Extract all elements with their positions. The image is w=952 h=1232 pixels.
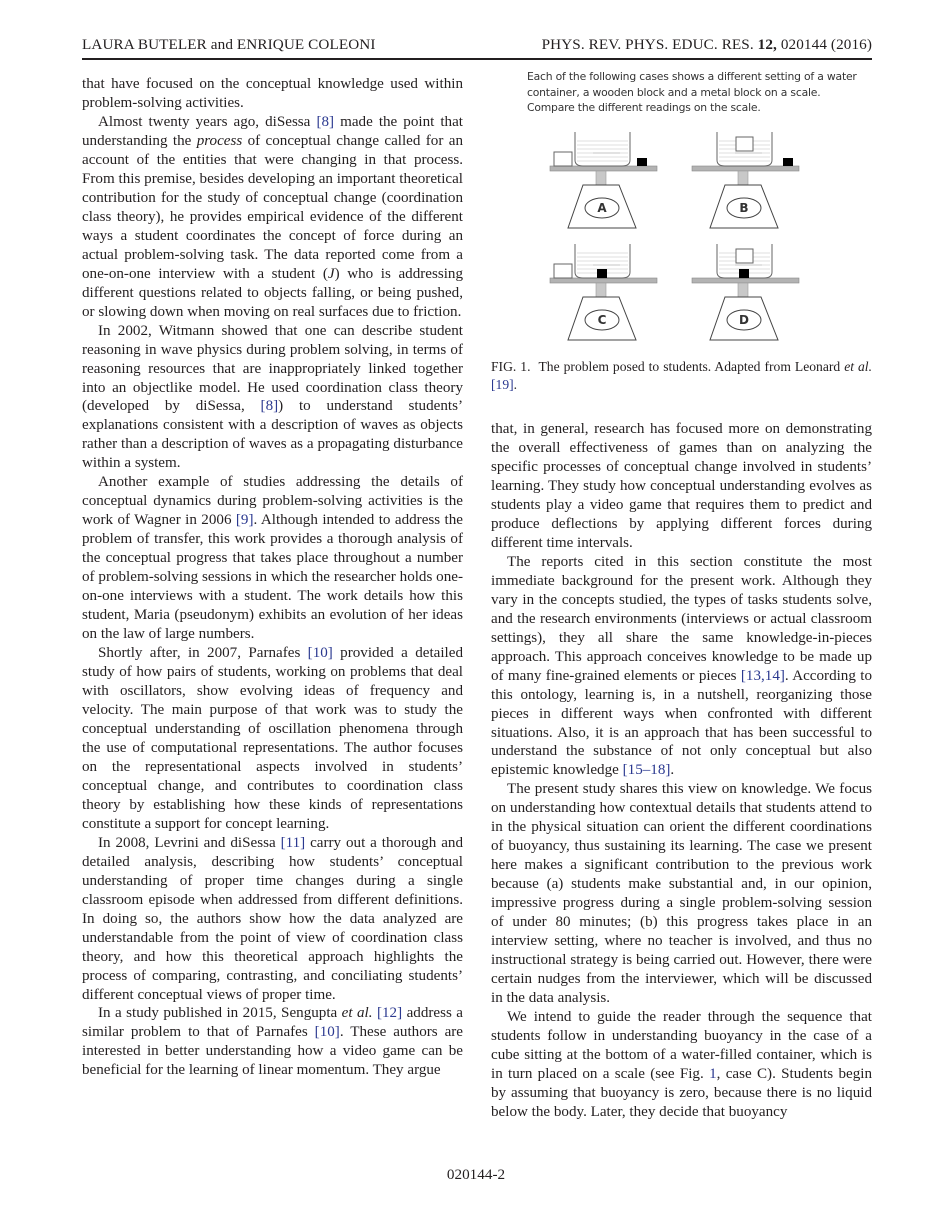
citation-link[interactable]: [12] [376,1005,403,1022]
citation-link[interactable]: [13,14] [740,667,785,684]
citation-link[interactable]: [8] [316,113,335,130]
wooden-block [554,264,572,278]
paragraph: that have focused on the conceptual knowledge used within problem-solving activities. [82,76,463,111]
wooden-block [554,152,572,166]
paragraph: In 2008, Levrini and diSessa [11] carry out a thorough and detailed analysis, describing how students’ conceptual understanding of proper time changes during a single classroom episode when addressed from different definitions. In doing so, the authors show how the data analyzed are understandable from the point of view of coordination class theory, and how this theoretical approach highlights the process of comparing, contrasting, and conciliating students’ different conceptual views of proper time. [82,834,463,1003]
metal-block [783,158,793,166]
figure-prompt: Each of the following cases shows a different setting of a water container, a wooden block and a metal block on a scale. Compare the different readings on the scale. [527,70,857,115]
paragraph: We intend to guide the reader through the sequence that students follow in understanding buoyancy in the case of a cube sitting at the bottom of a water-filled container, which is in turn placed on a scale (see Fig. 1, case C). Students begin by assuming that buoyancy is zero, because there is no liquid below the body. Later, they decide that buoyancy [491,1009,872,1120]
paragraph: The present study shares this view on knowledge. We focus on understanding how contextual details that students attend to in the physical situation can orient the different coordinations of buoyancy, thus sustaining its learning. The case we present here makes a significant contribution to the previous work because (a) students make substantial and, in our opinion, impressive progress during a single problem-solving session of under 80 minutes; (b) this progress takes place in an interview setting, where no teacher is involved, and thus no instructional strategy is being carried out. However, there were certain nudges from the interviewer, which will be discussed in the data analysis. [491,781,872,1007]
scale-label-a: A [597,201,607,215]
scale-label-c: C [597,313,607,327]
running-head [82,36,872,58]
figure-caption: FIG. 1. The problem posed to students. Adapted from Leonard et al. [19]. [491,359,872,392]
running-head-citation: PHYS. REV. PHYS. EDUC. RES. 12, 020144 (2016) [541,36,872,53]
metal-block [637,158,647,166]
citation-link[interactable]: [9] [235,512,254,529]
paragraph: In a study published in 2015, Sengupta et al. [12] address a similar problem to that of Parnafes [10]. These authors are interested in better understanding how a video game can be beneficial for the learning of linear momentum. They argue [82,1005,463,1079]
paragraph: Shortly after, in 2007, Parnafes [10] provided a detailed study of how pairs of students, working on problems that deal with oscillators, show evolving ideas of frequency and velocity. The main purpose of that work was to study the conceptual understanding of oscillation phenomena through the use of computational representations. The author focuses on the representational aspects involved in students’ conceptual change, and contributes to coordination class theory by establishing how these kinds of representations constitute a support for concept learning. [82,645,463,832]
left-column [82,75,463,1080]
scale-label-d: D [739,313,749,327]
scales-illustration [491,66,875,356]
paragraph: The reports cited in this section constitute the most immediate background for the present work. Although they vary in the concepts studied, the types of tasks students solve, and the research environments (interviews or actual classroom settings), they all share the same knowledge-in-pieces approach. This approach conceives knowledge to be made up of many fine-grained elements or pieces [13,14]. According to this ontology, learning is, in a nutshell, reorganizing those pieces in different ways when confronted with different situations. Also, it is an approach that has been successful to understand the substance of not only conceptual but also epistemic knowledge [15–18]. [491,553,872,779]
running-head-authors: LAURA BUTELER and ENRIQUE COLEONI [82,36,376,53]
citation-link[interactable]: [10] [314,1024,340,1041]
paragraph: Another example of studies addressing the details of conceptual dynamics during problem-solving activities is the work of Wagner in 2006 [9]. Although intended to address the problem of transfer, this work provides a thorough analysis of the conceptual progress that takes place throughout a number of problem-solving sessions in which the researcher holds one-on-one interviews with a student. The work details how this student, Maria (pseudonym) exhibits an evolution of her ideas on the law of large numbers. [82,474,463,643]
right-column [491,420,872,1122]
paragraph: that, in general, research has focused more on demonstrating the overall effectiveness of games than on analyzing the specific processes of conceptual change involved in students’ learning. They study how conceptual understanding evolves as students play a video game that requires them to predict and produce deflections by applying different forces during different time intervals. [491,421,872,551]
volume-number: 12, [757,36,777,53]
citation-link[interactable]: [8] [260,398,279,415]
page-number: 020144-2 [446,1166,506,1183]
wooden-block [736,137,753,151]
citation-link[interactable]: [15–18] [622,762,671,779]
figure-reference-link[interactable]: 1 [709,1065,717,1082]
header-rule [82,58,872,60]
wooden-block [736,249,753,263]
metal-block [739,269,749,278]
metal-block [597,269,607,278]
figure-label: FIG. 1. [491,359,531,374]
paragraph: In 2002, Witmann showed that one can describe student reasoning in wave physics during problem solving, in terms of reasoning resources that are inappropriately linked together into an objectlike model. He used coordination class theory (developed by diSessa, [8]) to understand students’ explanations consistent with a description of waves as objects rather than a description of waves as a propagating disturbance within a system. [82,322,463,472]
citation-link[interactable]: [10] [307,645,333,662]
citation-link[interactable]: [11] [280,834,306,851]
citation-link[interactable]: [19] [491,376,514,392]
paragraph: Almost twenty years ago, diSessa [8] made the point that understanding the process of conceptual change called for an account of the entities that were changing in that process. From this premise, besides developing an important theoretical contribution for the study of conceptual change (coordination class theory), he provides empirical evidence of the different ways a student coordinates the concept of force during an actual problem-solving task. The data reported come from a one-on-one interview with a student (J) who is addressing different questions related to objects falling, or being pushed, or slowing down when moving on real surfaces due to friction. [82,113,464,320]
figure-1 [491,66,875,356]
scale-label-b: B [739,201,749,215]
